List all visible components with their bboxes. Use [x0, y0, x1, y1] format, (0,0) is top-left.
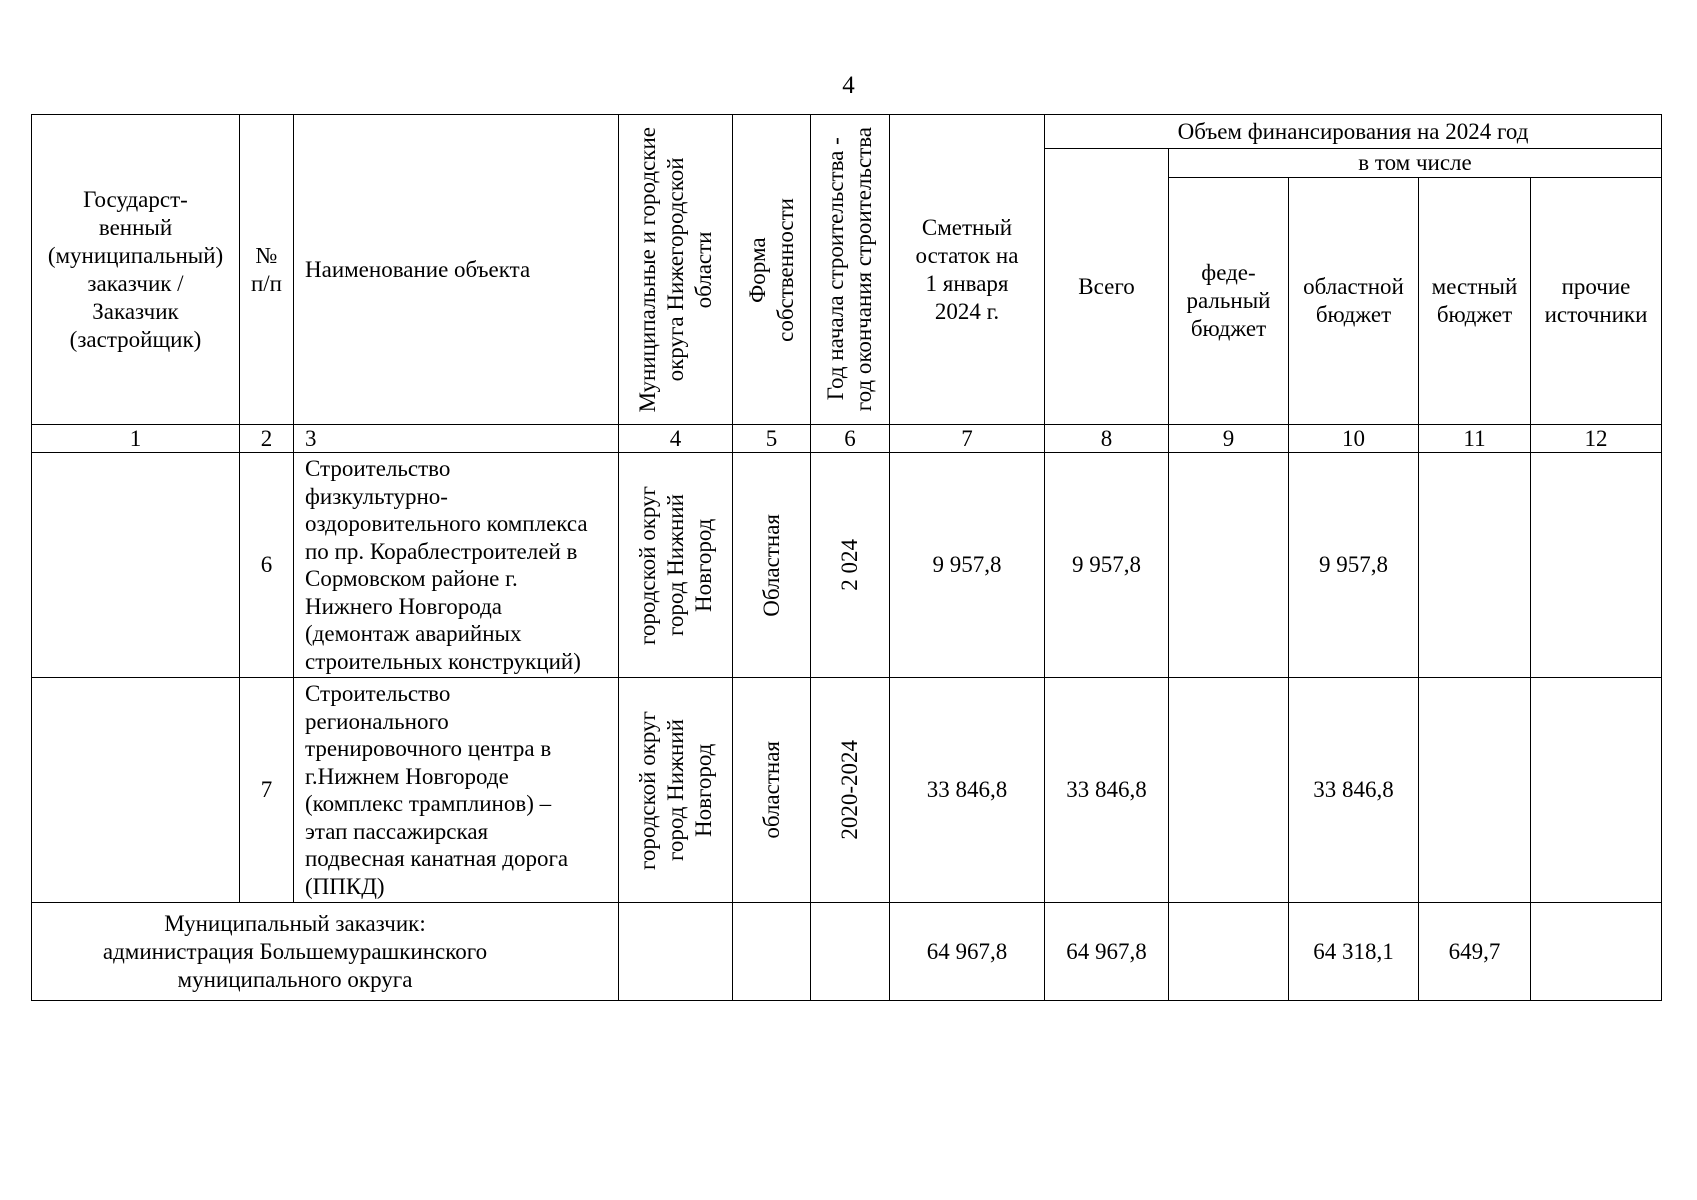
summary-estimate: 64 967,8: [890, 903, 1045, 1001]
header-funding-2024: Объем финансирования на 2024 год: [1045, 115, 1662, 149]
header-ownership: Форма собственности: [733, 115, 811, 425]
header-municipality: Муниципальные и городские округа Нижегородской области: [619, 115, 733, 425]
row-object-name: Строительство физкультурно- оздоровительного комплекса по пр. Кораблестроителей в Сормовском районе г. Нижнего Новгорода (демонтаж аварийных строительных конструкций): [294, 453, 619, 678]
header-total: Всего: [1045, 149, 1169, 425]
row-ownership: областная: [733, 678, 811, 903]
row-estimate: 9 957,8: [890, 453, 1045, 678]
row-object-name: Строительство регионального тренировочного центра в г.Нижнем Новгороде (комплекс трамплинов) – этап пассажирская подвесная канатная дорога (ППКД): [294, 678, 619, 903]
summary-local: 649,7: [1419, 903, 1531, 1001]
row-regional: 33 846,8: [1289, 678, 1419, 903]
column-number: 2: [240, 425, 294, 453]
row-municipality: городской округ город Нижний Новгород: [619, 453, 733, 678]
row-other: [1531, 678, 1662, 903]
summary-other: [1531, 903, 1662, 1001]
row-federal: [1169, 453, 1289, 678]
column-number: 11: [1419, 425, 1531, 453]
row-years: 2 024: [811, 453, 890, 678]
row-local: [1419, 453, 1531, 678]
header-federal: феде- ральный бюджет: [1169, 178, 1289, 425]
column-number: 10: [1289, 425, 1419, 453]
row-total: 9 957,8: [1045, 453, 1169, 678]
column-number: 5: [733, 425, 811, 453]
summary-regional: 64 318,1: [1289, 903, 1419, 1001]
header-row-1: [32, 115, 1662, 149]
table-row: [32, 678, 1662, 903]
summary-label: Муниципальный заказчик: администрация Большемурашкинского муниципального округа: [32, 903, 619, 1001]
row-ownership: Областная: [733, 453, 811, 678]
row-num: 7: [240, 678, 294, 903]
row-other: [1531, 453, 1662, 678]
summary-federal: [1169, 903, 1289, 1001]
header-other: прочие источники: [1531, 178, 1662, 425]
row-municipality: городской округ город Нижний Новгород: [619, 678, 733, 903]
header-estimate: Сметный остаток на 1 января 2024 г.: [890, 115, 1045, 425]
summary-years: [811, 903, 890, 1001]
row-local: [1419, 678, 1531, 903]
column-number: 1: [32, 425, 240, 453]
column-number: 6: [811, 425, 890, 453]
row-customer: [32, 678, 240, 903]
row-federal: [1169, 678, 1289, 903]
row-customer: [32, 453, 240, 678]
column-number-row: [32, 425, 1662, 453]
summary-municipality: [619, 903, 733, 1001]
row-total: 33 846,8: [1045, 678, 1169, 903]
row-num: 6: [240, 453, 294, 678]
header-local: местный бюджет: [1419, 178, 1531, 425]
summary-row: [32, 903, 1662, 1001]
column-number: 7: [890, 425, 1045, 453]
summary-total: 64 967,8: [1045, 903, 1169, 1001]
header-customer: Государст- венный (муниципальный) заказчик / Заказчик (застройщик): [32, 115, 240, 425]
header-num: № п/п: [240, 115, 294, 425]
summary-ownership: [733, 903, 811, 1001]
column-number: 8: [1045, 425, 1169, 453]
table-row: [32, 453, 1662, 678]
row-estimate: 33 846,8: [890, 678, 1045, 903]
header-regional: областной бюджет: [1289, 178, 1419, 425]
column-number: 12: [1531, 425, 1662, 453]
header-years: Год начала строительства - год окончания строительства: [811, 115, 890, 425]
column-number: 4: [619, 425, 733, 453]
header-including: в том числе: [1169, 149, 1662, 178]
header-object-name: Наименование объекта: [294, 115, 619, 425]
column-number: 9: [1169, 425, 1289, 453]
column-number: 3: [294, 425, 619, 453]
page-number: 4: [842, 72, 855, 99]
funding-table: [31, 114, 1662, 1001]
row-regional: 9 957,8: [1289, 453, 1419, 678]
row-years: 2020-2024: [811, 678, 890, 903]
